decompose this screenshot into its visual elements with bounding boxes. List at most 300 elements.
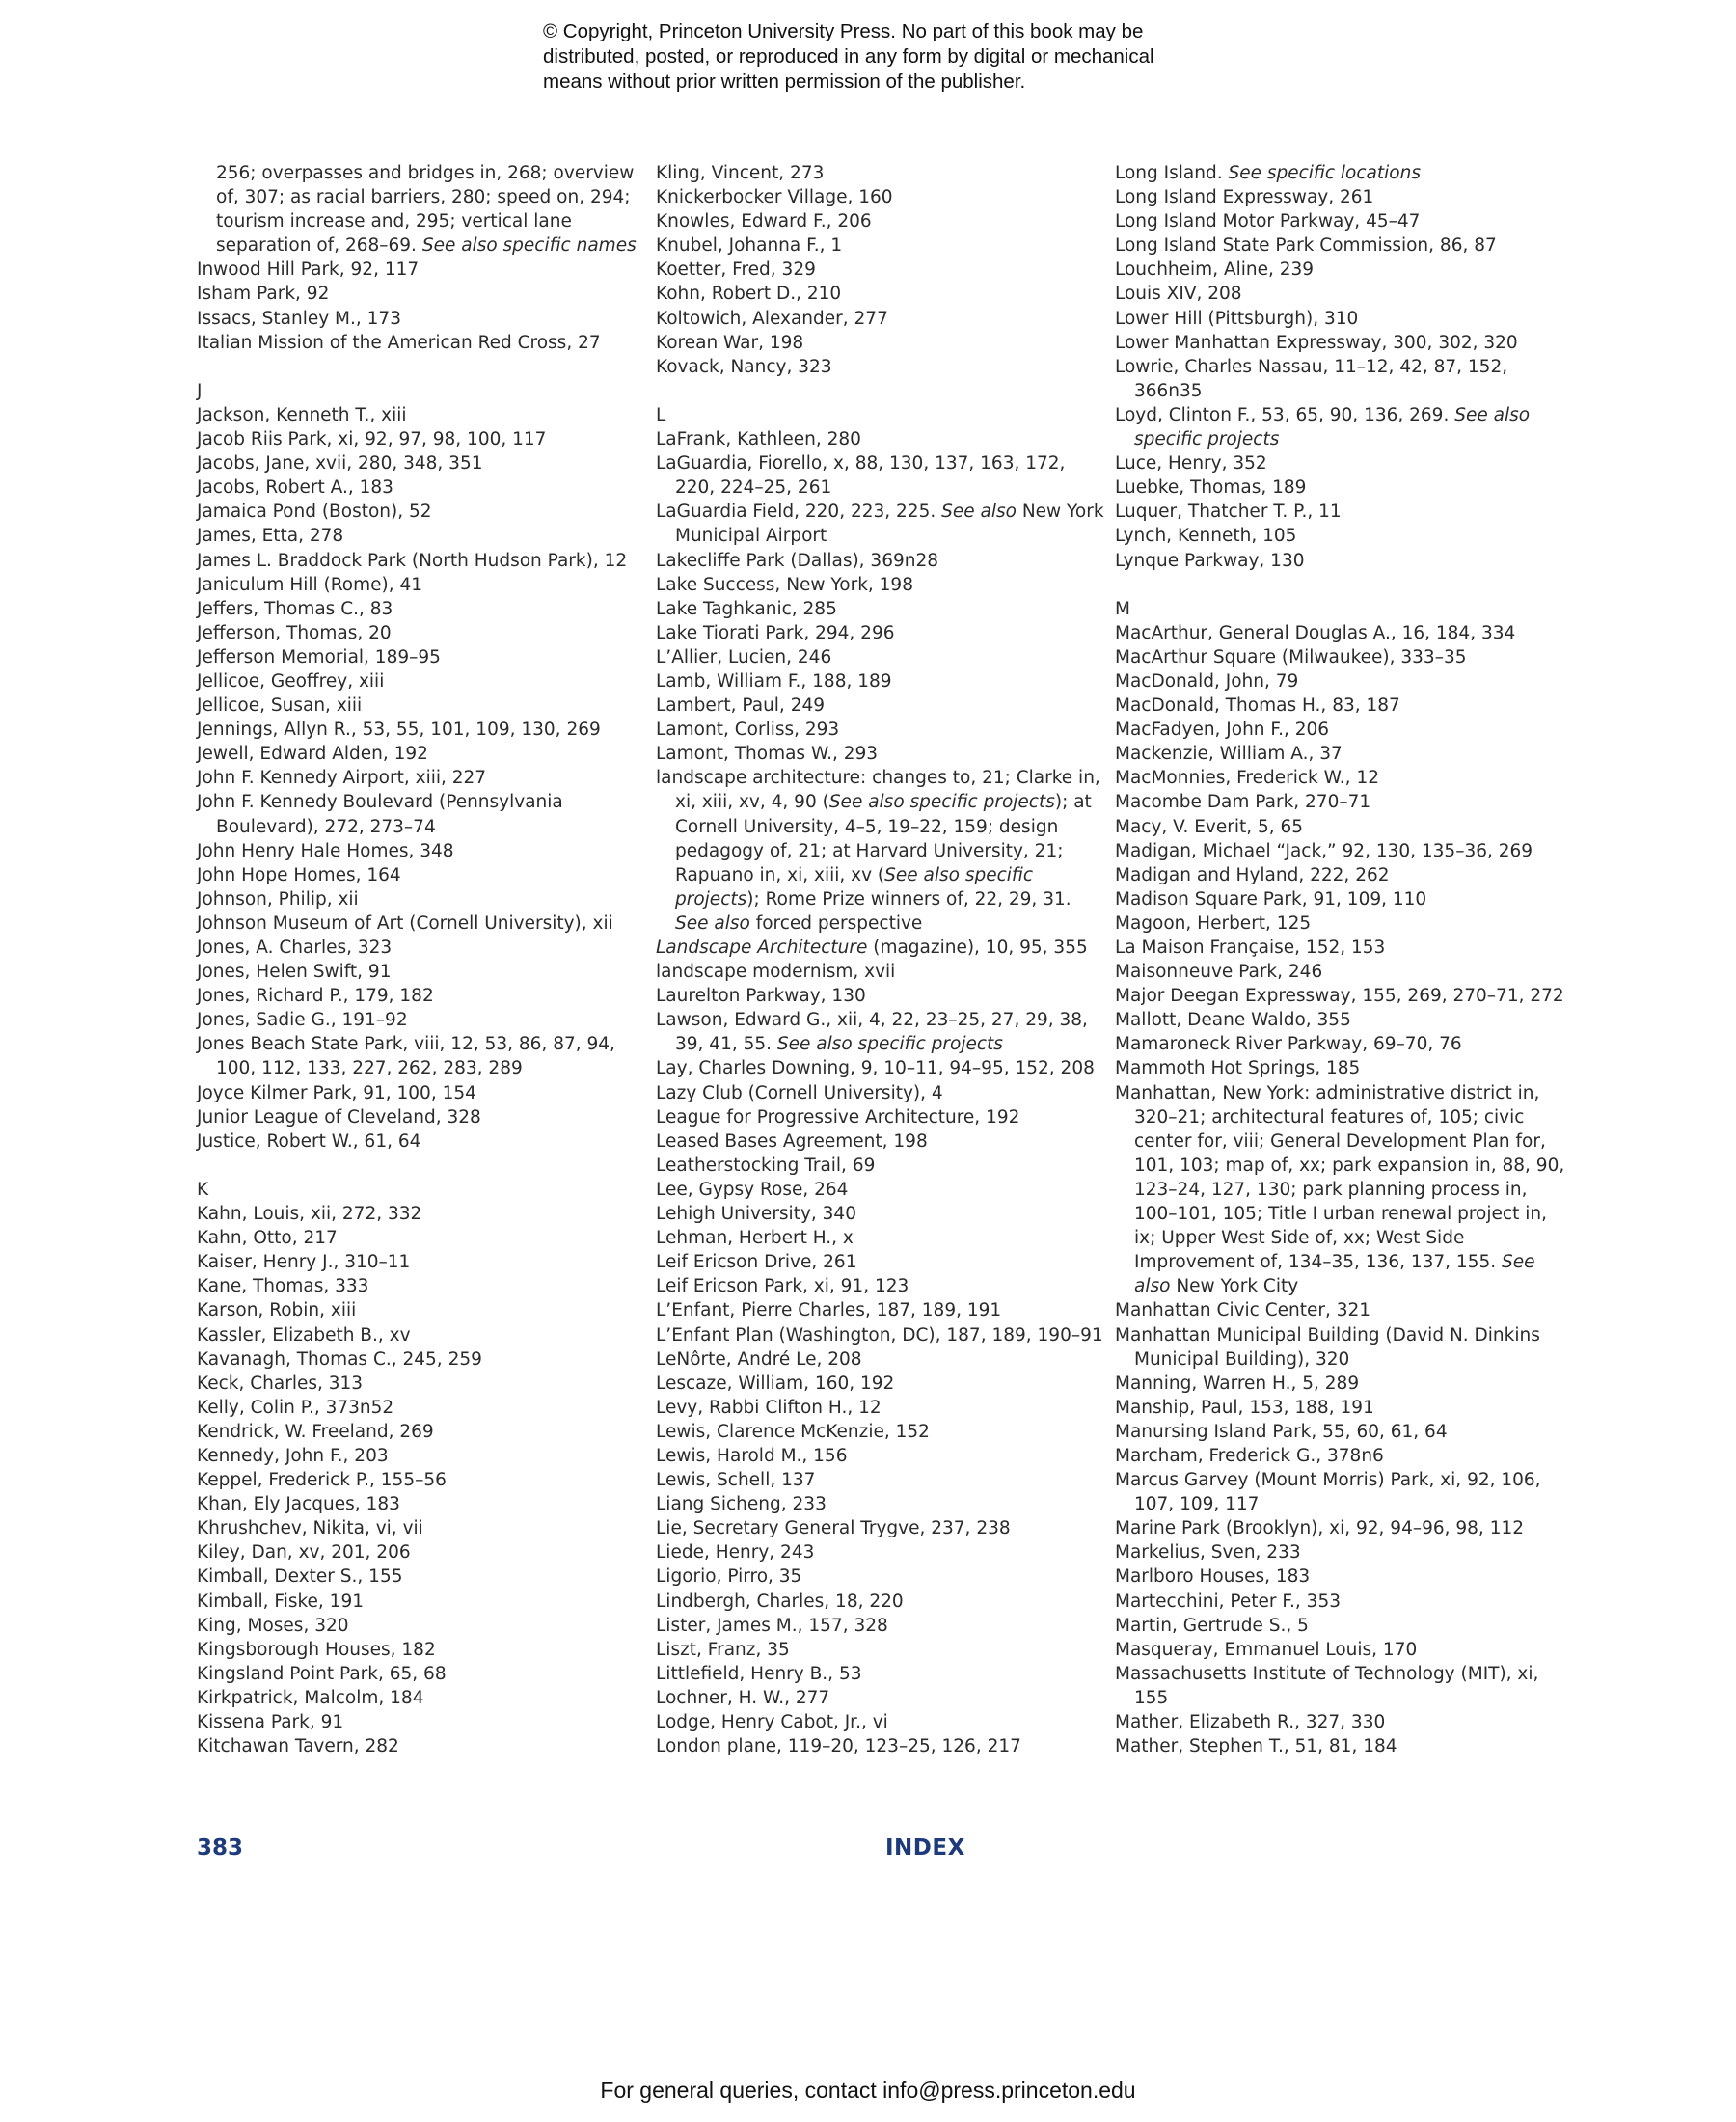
index-entry-text: MacFadyen, John F., 206 bbox=[1115, 720, 1330, 741]
index-entry bbox=[197, 1372, 640, 1396]
index-entry-text: Justice, Robert W., 61, 64 bbox=[197, 1130, 421, 1152]
index-entry-text: Manhattan Civic Center, 321 bbox=[1115, 1300, 1371, 1321]
index-entry bbox=[656, 1662, 1109, 1686]
index-entry-text: Jackson, Kenneth T., xiii bbox=[197, 404, 407, 425]
index-entry-text: Lie, Secretary General Trygve, 237, 238 bbox=[656, 1518, 1011, 1539]
index-entry-text: Isham Park, 92 bbox=[197, 284, 330, 305]
index-entry bbox=[197, 790, 640, 838]
index-entry-text: Lamont, Thomas W., 293 bbox=[656, 744, 879, 765]
index-entry-text: Lay, Charles Downing, 9, 10–11, 94–95, 152, 208 bbox=[656, 1058, 1095, 1079]
index-entry-text: Louis XIV, 208 bbox=[1115, 284, 1242, 305]
index-entry-text: Lake Tiorati Park, 294, 296 bbox=[656, 622, 895, 643]
index-entry-text: Manship, Paul, 153, 188, 191 bbox=[1115, 1397, 1374, 1418]
index-entry bbox=[197, 718, 640, 742]
index-entry bbox=[1115, 282, 1568, 306]
index-entry-text: ); Rome Prize winners of, 22, 29, 31. bbox=[746, 888, 1071, 910]
index-entry-text: James, Etta, 278 bbox=[197, 526, 344, 547]
index-entry bbox=[656, 1590, 1109, 1614]
index-entry-text: Masqueray, Emmanuel Louis, 170 bbox=[1115, 1639, 1418, 1660]
index-entry bbox=[197, 1516, 640, 1540]
index-entry-text: LaGuardia, Fiorello, x, 88, 130, 137, 163, 172, 220, 224–25, 261 bbox=[656, 453, 1066, 499]
index-entry-text: Kassler, Elizabeth B., xv bbox=[197, 1324, 411, 1346]
index-entry bbox=[1115, 1372, 1568, 1396]
index-entry-text: Joyce Kilmer Park, 91, 100, 154 bbox=[197, 1082, 476, 1103]
index-entry-text: Leased Bases Agreement, 198 bbox=[656, 1130, 928, 1152]
index-entry-text: Manhattan Municipal Building (David N. Dinkins Municipal Building), 320 bbox=[1115, 1324, 1540, 1370]
index-entry bbox=[656, 936, 1109, 960]
index-entry-text: Mammoth Hot Springs, 185 bbox=[1115, 1058, 1361, 1079]
index-entry bbox=[1115, 839, 1568, 863]
index-entry bbox=[1115, 451, 1568, 476]
index-entry bbox=[197, 476, 640, 500]
index-entry-italic: See also specific projects bbox=[776, 1034, 1003, 1055]
index-entry bbox=[1115, 1081, 1568, 1299]
index-entry bbox=[656, 1444, 1109, 1468]
index-entry-text: Jones, A. Charles, 323 bbox=[197, 938, 393, 958]
index-entry bbox=[197, 984, 640, 1008]
index-entry bbox=[1115, 621, 1568, 645]
index-entry bbox=[656, 1154, 1109, 1178]
index-entry-text: Koltowich, Alexander, 277 bbox=[656, 308, 888, 329]
index-entry bbox=[656, 1178, 1109, 1202]
index-entry-text: Mamaroneck River Parkway, 69–70, 76 bbox=[1115, 1034, 1462, 1055]
index-entry bbox=[656, 331, 1109, 355]
index-entry bbox=[656, 1226, 1109, 1250]
index-entry-text: Jones, Helen Swift, 91 bbox=[197, 962, 392, 983]
index-entry-italic: See also specific projects bbox=[828, 792, 1055, 813]
index-entry-text: Mackenzie, William A., 37 bbox=[1115, 744, 1343, 765]
index-entry-text: Lochner, H. W., 277 bbox=[656, 1687, 830, 1708]
index-entry bbox=[1115, 524, 1568, 548]
index-entry bbox=[1115, 1008, 1568, 1032]
index-entry-text: Jennings, Allyn R., 53, 55, 101, 109, 130, 269 bbox=[197, 720, 601, 741]
index-entry-text: Lee, Gypsy Rose, 264 bbox=[656, 1179, 849, 1200]
index-entry-text: Lewis, Schell, 137 bbox=[656, 1470, 816, 1491]
index-entry bbox=[656, 161, 1109, 185]
index-section-letter: L bbox=[656, 404, 666, 425]
index-entry bbox=[197, 1564, 640, 1589]
index-entry bbox=[656, 669, 1109, 694]
index-entry-text: Major Deegan Expressway, 155, 269, 270–71, 272 bbox=[1115, 986, 1564, 1007]
index-entry-text: Jamaica Pond (Boston), 52 bbox=[197, 502, 432, 523]
index-column-2 bbox=[656, 161, 1109, 1758]
index-entry-text: Jefferson Memorial, 189–95 bbox=[197, 646, 441, 667]
index-entry bbox=[656, 185, 1109, 209]
index-entry bbox=[656, 1202, 1109, 1226]
index-entry-text: MacDonald, Thomas H., 83, 187 bbox=[1115, 695, 1400, 717]
index-entry bbox=[1115, 1444, 1568, 1468]
index-entry bbox=[1115, 1662, 1568, 1710]
index-entry-text: Manhattan, New York: administrative district in, 320–21; architectural features of, 105; civic center for, viii; General Development Plan for, 101, 103; map of, xx; park expansion in, 88, 90, 123–24, 127, 130; park planning process in, 100–101, 105; Title I urban renewal project in, ix; Upper West Side of, xx; West Side Improvement of, 134–35, 136, 137, 155. bbox=[1115, 1082, 1565, 1273]
index-entry bbox=[197, 549, 640, 573]
index-entry bbox=[656, 1298, 1109, 1322]
index-entry bbox=[656, 1468, 1109, 1492]
index-column-3 bbox=[1115, 161, 1568, 1758]
index-entry bbox=[656, 573, 1109, 597]
index-entry bbox=[197, 1492, 640, 1516]
index-entry-text: Marlboro Houses, 183 bbox=[1115, 1566, 1311, 1588]
index-entry-text: LeNôrte, André Le, 208 bbox=[656, 1348, 862, 1370]
copyright-line-3: means without prior written permission of the publisher. bbox=[543, 70, 1026, 93]
index-entry-text: L’Enfant, Pierre Charles, 187, 189, 191 bbox=[656, 1300, 1002, 1321]
index-entry bbox=[656, 1323, 1109, 1347]
index-entry bbox=[1115, 1638, 1568, 1662]
index-entry-text: Lehman, Herbert H., x bbox=[656, 1228, 854, 1249]
index-entry-text: Lake Success, New York, 198 bbox=[656, 574, 913, 595]
index-entry bbox=[197, 936, 640, 960]
index-entry-text: Lambert, Paul, 249 bbox=[656, 695, 826, 717]
index-entry-text: John Henry Hale Homes, 348 bbox=[197, 840, 454, 861]
index-entry-text: 256; overpasses and bridges in, 268; overview of, 307; as racial barriers, 280; speed on, 294; tourism increase and, 295; vertical lane separation of, 268–69. bbox=[216, 163, 635, 257]
index-entry bbox=[656, 1614, 1109, 1638]
index-entry-text: Lindbergh, Charles, 18, 220 bbox=[656, 1591, 904, 1612]
index-entry bbox=[197, 1298, 640, 1322]
index-entry bbox=[197, 911, 640, 936]
running-head: INDEX bbox=[885, 1836, 965, 1861]
index-entry bbox=[656, 1686, 1109, 1710]
index-entry-italic: See also specific projects bbox=[675, 864, 1034, 910]
index-entry bbox=[197, 1396, 640, 1420]
index-entry bbox=[197, 742, 640, 766]
index-entry-text: Kirkpatrick, Malcolm, 184 bbox=[197, 1687, 424, 1708]
index-entry-text: landscape modernism, xvii bbox=[656, 962, 896, 983]
index-entry-text: Lakecliffe Park (Dallas), 369n28 bbox=[656, 550, 939, 571]
index-entry bbox=[197, 1105, 640, 1129]
index-entry-text: Lewis, Clarence McKenzie, 152 bbox=[656, 1421, 930, 1442]
index-entry bbox=[1115, 1710, 1568, 1734]
index-entry bbox=[656, 1540, 1109, 1564]
index-entry-text: Keck, Charles, 313 bbox=[197, 1373, 364, 1394]
index-entry bbox=[197, 1444, 640, 1468]
index-entry-text: L’Allier, Lucien, 246 bbox=[656, 646, 832, 667]
index-entry-text: Lescaze, William, 160, 192 bbox=[656, 1373, 895, 1394]
index-entry bbox=[197, 451, 640, 476]
index-entry-text: Lowrie, Charles Nassau, 11–12, 42, 87, 152, 366n35 bbox=[1115, 356, 1508, 401]
index-entry bbox=[656, 355, 1109, 379]
copyright-line-1: © Copyright, Princeton University Press. No part of this book may be bbox=[543, 20, 1144, 42]
index-entry-text: Issacs, Stanley M., 173 bbox=[197, 308, 401, 329]
index-entry bbox=[1115, 161, 1568, 185]
index-entry bbox=[1115, 209, 1568, 233]
index-entry bbox=[1115, 790, 1568, 814]
index-entry-italic: See specific locations bbox=[1228, 163, 1421, 183]
index-entry bbox=[656, 984, 1109, 1008]
index-entry bbox=[656, 282, 1109, 306]
index-entry-text: Kling, Vincent, 273 bbox=[656, 163, 825, 183]
index-entry-text: Long Island State Park Commission, 86, 87 bbox=[1115, 235, 1497, 257]
index-entry-text: Kingsland Point Park, 65, 68 bbox=[197, 1663, 447, 1684]
index-entry-text: John F. Kennedy Airport, xiii, 227 bbox=[197, 768, 487, 789]
index-entry-text: Long Island Expressway, 261 bbox=[1115, 187, 1374, 208]
index-entry bbox=[1115, 766, 1568, 790]
index-entry-text: Kennedy, John F., 203 bbox=[197, 1445, 389, 1466]
index-entry-text: Macy, V. Everit, 5, 65 bbox=[1115, 816, 1304, 837]
index-entry bbox=[1115, 887, 1568, 911]
index-entry-text: Mather, Elizabeth R., 327, 330 bbox=[1115, 1712, 1386, 1732]
index-entry-text: Lynque Parkway, 130 bbox=[1115, 550, 1305, 571]
index-entry bbox=[1115, 1056, 1568, 1080]
index-entry bbox=[1115, 307, 1568, 331]
index-entry bbox=[197, 1323, 640, 1347]
index-entry-italic: Landscape Architecture bbox=[656, 938, 868, 958]
index-entry-text: Leif Ericson Drive, 261 bbox=[656, 1252, 857, 1273]
index-entry-text: Kitchawan Tavern, 282 bbox=[197, 1736, 399, 1757]
index-entry-text: Leif Ericson Park, xi, 91, 123 bbox=[656, 1276, 909, 1297]
index-entry bbox=[1115, 694, 1568, 718]
index-entry bbox=[656, 1564, 1109, 1589]
index-entry-text: Lower Manhattan Expressway, 300, 302, 320 bbox=[1115, 332, 1518, 353]
index-entry bbox=[197, 1202, 640, 1226]
index-entry-text: Long Island Motor Parkway, 45–47 bbox=[1115, 211, 1421, 232]
index-entry-text: Jewell, Edward Alden, 192 bbox=[197, 744, 428, 765]
index-entry bbox=[656, 1056, 1109, 1080]
index-entry bbox=[656, 960, 1109, 984]
index-entry-text: landscape architecture: changes to, 21; Clarke in, xi, xiii, xv, 4, 90 ( bbox=[656, 768, 1100, 813]
index-entry bbox=[656, 209, 1109, 233]
index-entry-italic: See also bbox=[1134, 1252, 1535, 1297]
index-entry-text: MacArthur, General Douglas A., 16, 184, 334 bbox=[1115, 622, 1516, 643]
index-entry bbox=[197, 1686, 640, 1710]
index-entry bbox=[1115, 549, 1568, 573]
index-entry-text: LaGuardia Field, 220, 223, 225. bbox=[656, 502, 942, 523]
index-entry-text: Madigan and Hyland, 222, 262 bbox=[1115, 864, 1390, 885]
index-entry bbox=[197, 161, 640, 258]
index-entry-text: Magoon, Herbert, 125 bbox=[1115, 912, 1312, 934]
index-entry bbox=[656, 549, 1109, 573]
index-entry-text: Ligorio, Pirro, 35 bbox=[656, 1566, 802, 1588]
index-entry-text: Kimball, Fiske, 191 bbox=[197, 1591, 364, 1612]
index-entry bbox=[656, 1250, 1109, 1274]
index-entry-text: Lynch, Kenneth, 105 bbox=[1115, 526, 1297, 547]
index-entry bbox=[197, 1129, 640, 1154]
index-entry bbox=[1115, 815, 1568, 839]
page-number: 383 bbox=[197, 1836, 244, 1861]
index-entry bbox=[197, 597, 640, 621]
index-entry bbox=[1115, 1323, 1568, 1372]
index-entry-text: Kane, Thomas, 333 bbox=[197, 1276, 369, 1297]
index-entry bbox=[197, 1590, 640, 1614]
index-entry-text: Keppel, Frederick P., 155–56 bbox=[197, 1470, 447, 1491]
index-entry-text: Mather, Stephen T., 51, 81, 184 bbox=[1115, 1736, 1397, 1757]
index-entry-text: Marcham, Frederick G., 378n6 bbox=[1115, 1445, 1384, 1466]
index-entry-text: Jeffers, Thomas C., 83 bbox=[197, 598, 393, 619]
index-entry bbox=[197, 839, 640, 863]
index-entry-italic: See also specific projects bbox=[1134, 404, 1531, 450]
index-entry bbox=[197, 1710, 640, 1734]
index-entry bbox=[1115, 1564, 1568, 1589]
index-entry bbox=[197, 1081, 640, 1105]
index-entry-text: Loyd, Clinton F., 53, 65, 90, 136, 269. bbox=[1115, 404, 1455, 425]
index-entry-text: League for Progressive Architecture, 192 bbox=[656, 1106, 1020, 1128]
index-entry-text: Kiley, Dan, xv, 201, 206 bbox=[197, 1542, 411, 1564]
index-entry bbox=[197, 1614, 640, 1638]
index-entry bbox=[1115, 1516, 1568, 1540]
index-entry-text: Lister, James M., 157, 328 bbox=[656, 1615, 888, 1636]
index-entry-text: Luebke, Thomas, 189 bbox=[1115, 477, 1307, 499]
index-entry-text: Jellicoe, Geoffrey, xiii bbox=[197, 670, 385, 692]
index-entry-text: Lamb, William F., 188, 189 bbox=[656, 670, 892, 692]
index-entry bbox=[197, 1468, 640, 1492]
index-entry bbox=[1115, 984, 1568, 1008]
index-entry bbox=[656, 1105, 1109, 1129]
index-entry-italic: See also specific names bbox=[421, 235, 637, 257]
index-entry-text: Karson, Robin, xiii bbox=[197, 1300, 357, 1321]
index-entry-text: Markelius, Sven, 233 bbox=[1115, 1542, 1301, 1564]
index-entry bbox=[1115, 355, 1568, 403]
index-entry bbox=[1115, 1468, 1568, 1516]
index-section-letter: J bbox=[197, 380, 203, 401]
index-entry bbox=[1115, 1734, 1568, 1758]
index-entry bbox=[197, 694, 640, 718]
index-entry-text: Liede, Henry, 243 bbox=[656, 1542, 815, 1564]
index-entry-text: Kahn, Louis, xii, 272, 332 bbox=[197, 1204, 422, 1225]
index-entry-text: Lawson, Edward G., xii, 4, 22, 23–25, 27, 29, 38, 39, 41, 55. bbox=[656, 1010, 1088, 1055]
index-entry-text: Kelly, Colin P., 373n52 bbox=[197, 1397, 394, 1418]
index-entry-text: Kendrick, W. Freeland, 269 bbox=[197, 1421, 434, 1442]
index-entry-text: LaFrank, Kathleen, 280 bbox=[656, 429, 861, 450]
index-entry bbox=[197, 887, 640, 911]
index-entry bbox=[656, 451, 1109, 500]
index-entry-text: Maisonneuve Park, 246 bbox=[1115, 962, 1323, 983]
index-entry-text: John Hope Homes, 164 bbox=[197, 864, 401, 885]
index-entry-text: Macombe Dam Park, 270–71 bbox=[1115, 792, 1371, 813]
index-entry-text: Knickerbocker Village, 160 bbox=[656, 187, 893, 208]
index-entry-text: Kavanagh, Thomas C., 245, 259 bbox=[197, 1348, 482, 1370]
index-entry-text: ); at Cornell University, 4–5, 19–22, 159; design pedagogy of, 21; at Harvard University, 21; Rapuano in, xi, xiii, xv ( bbox=[675, 792, 1092, 885]
contact-line: For general queries, contact info@press.princeton.edu bbox=[600, 2078, 1136, 2103]
index-entry-text: Kaiser, Henry J., 310–11 bbox=[197, 1252, 411, 1273]
index-entry bbox=[197, 863, 640, 887]
index-column-1 bbox=[197, 161, 640, 1758]
index-entry-text: MacMonnies, Frederick W., 12 bbox=[1115, 768, 1379, 789]
index-entry bbox=[656, 718, 1109, 742]
index-entry bbox=[197, 573, 640, 597]
index-entry-text: Luquer, Thatcher T. P., 11 bbox=[1115, 502, 1342, 523]
index-entry-text: Jellicoe, Susan, xiii bbox=[197, 695, 363, 717]
index-entry bbox=[197, 1347, 640, 1372]
index-entry bbox=[656, 1420, 1109, 1444]
index-entry bbox=[1115, 233, 1568, 258]
index-entry-text: New York Municipal Airport bbox=[675, 502, 1104, 547]
index-section-letter: K bbox=[197, 1179, 209, 1200]
index-entry-text: Littlefield, Henry B., 53 bbox=[656, 1663, 862, 1684]
index-entry-text: Massachusetts Institute of Technology (MIT), xi, 155 bbox=[1115, 1663, 1539, 1708]
index-entry bbox=[197, 1032, 640, 1080]
index-entry-text: Jones, Richard P., 179, 182 bbox=[197, 986, 434, 1007]
index-entry-text: Knowles, Edward F., 206 bbox=[656, 211, 872, 232]
index-entry-text: forced perspective bbox=[749, 912, 923, 934]
index-entry-text: Madigan, Michael “Jack,” 92, 130, 135–36, 269 bbox=[1115, 840, 1533, 861]
index-entry-text: London plane, 119–20, 123–25, 126, 217 bbox=[656, 1736, 1021, 1757]
index-entry-text: King, Moses, 320 bbox=[197, 1615, 349, 1636]
index-entry-text: Jones, Sadie G., 191–92 bbox=[197, 1010, 408, 1031]
index-entry bbox=[656, 233, 1109, 258]
index-entry-text: Lazy Club (Cornell University), 4 bbox=[656, 1082, 943, 1103]
index-entry-text: Marine Park (Brooklyn), xi, 92, 94–96, 98, 112 bbox=[1115, 1518, 1525, 1539]
index-entry bbox=[656, 1081, 1109, 1105]
index-entry bbox=[1115, 1032, 1568, 1056]
index-entry bbox=[197, 403, 640, 427]
index-entry bbox=[1115, 258, 1568, 282]
index-entry bbox=[656, 1710, 1109, 1734]
index-entry bbox=[656, 1396, 1109, 1420]
index-entry-text: Marcus Garvey (Mount Morris) Park, xi, 92, 106, 107, 109, 117 bbox=[1115, 1470, 1541, 1515]
index-section-letter: M bbox=[1115, 598, 1130, 619]
index-entry bbox=[1115, 1298, 1568, 1322]
index-entry-text: MacArthur Square (Milwaukee), 333–35 bbox=[1115, 646, 1467, 667]
index-entry bbox=[197, 258, 640, 282]
index-entry bbox=[197, 1638, 640, 1662]
index-entry bbox=[656, 500, 1109, 548]
index-entry-text: Lewis, Harold M., 156 bbox=[656, 1445, 848, 1466]
index-entry-text: Martin, Gertrude S., 5 bbox=[1115, 1615, 1309, 1636]
index-entry-text: Laurelton Parkway, 130 bbox=[656, 986, 866, 1007]
index-entry bbox=[656, 1492, 1109, 1516]
index-entry bbox=[656, 1347, 1109, 1372]
index-entry bbox=[656, 1516, 1109, 1540]
index-entry bbox=[197, 1734, 640, 1758]
index-entry-text: Janiculum Hill (Rome), 41 bbox=[197, 574, 423, 595]
index-entry-text: Lamont, Corliss, 293 bbox=[656, 720, 840, 741]
index-entry-text: Koetter, Fred, 329 bbox=[656, 259, 816, 281]
index-entry bbox=[1115, 1590, 1568, 1614]
index-entry-text: Junior League of Cleveland, 328 bbox=[197, 1106, 481, 1128]
index-entry-text: Lehigh University, 340 bbox=[656, 1204, 856, 1225]
index-entry-text: Levy, Rabbi Clifton H., 12 bbox=[656, 1397, 882, 1418]
index-entry bbox=[656, 645, 1109, 669]
index-entry-italic: See also bbox=[675, 912, 750, 934]
index-entry bbox=[656, 258, 1109, 282]
index-entry bbox=[197, 282, 640, 306]
index-entry bbox=[1115, 1614, 1568, 1638]
index-entry bbox=[197, 331, 640, 355]
index-entry-text: Lake Taghkanic, 285 bbox=[656, 598, 837, 619]
index-entry-text: Luce, Henry, 352 bbox=[1115, 453, 1267, 475]
index-entry-text: Kissena Park, 91 bbox=[197, 1712, 344, 1732]
index-entry bbox=[197, 1226, 640, 1250]
index-entry bbox=[197, 766, 640, 790]
index-entry bbox=[1115, 403, 1568, 451]
index-entry-text: Madison Square Park, 91, 109, 110 bbox=[1115, 888, 1427, 910]
index-entry-text: Kimball, Dexter S., 155 bbox=[197, 1566, 403, 1588]
index-entry-text: Kingsborough Houses, 182 bbox=[197, 1639, 436, 1660]
index-entry-text: Martecchini, Peter F., 353 bbox=[1115, 1591, 1341, 1612]
index-entry bbox=[197, 500, 640, 524]
index-entry-text: (magazine), 10, 95, 355 bbox=[867, 938, 1088, 958]
index-entry bbox=[1115, 1396, 1568, 1420]
index-entry-text: MacDonald, John, 79 bbox=[1115, 670, 1299, 692]
index-entry bbox=[1115, 645, 1568, 669]
index-entry bbox=[656, 1638, 1109, 1662]
index-entry bbox=[1115, 1540, 1568, 1564]
index-entry-text: Korean War, 198 bbox=[656, 332, 804, 353]
index-entry bbox=[1115, 185, 1568, 209]
index-entry bbox=[197, 307, 640, 331]
index-entry bbox=[656, 1372, 1109, 1396]
index-entry bbox=[197, 427, 640, 451]
index-entry-text: John F. Kennedy Boulevard (Pennsylvania Boulevard), 272, 273–74 bbox=[197, 792, 563, 837]
index-entry bbox=[197, 524, 640, 548]
index-entry-text: New York City bbox=[1170, 1276, 1299, 1297]
index-entry bbox=[197, 1540, 640, 1564]
index-entry-text: Leatherstocking Trail, 69 bbox=[656, 1155, 876, 1176]
index-entry-text: Jefferson, Thomas, 20 bbox=[197, 622, 392, 643]
index-entry bbox=[656, 621, 1109, 645]
index-entry-text: Long Island. bbox=[1115, 163, 1229, 183]
index-entry bbox=[656, 1008, 1109, 1056]
index-entry-text: Kahn, Otto, 217 bbox=[197, 1228, 338, 1249]
index-entry-text: Kohn, Robert D., 210 bbox=[656, 284, 842, 305]
